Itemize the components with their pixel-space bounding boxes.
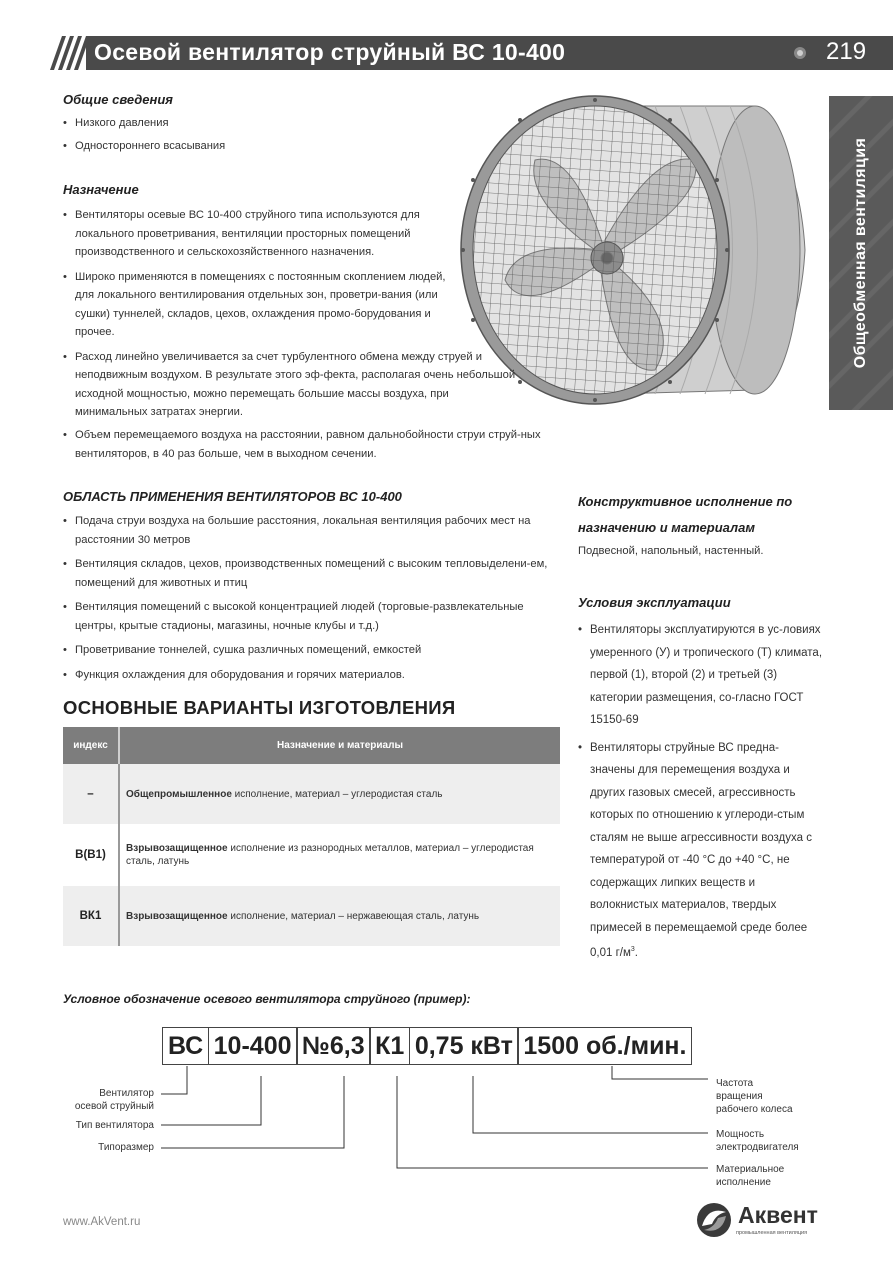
- label-power: [716, 1128, 836, 1154]
- footer-website: www.AkVent.ru: [63, 1216, 141, 1228]
- company-logo: [694, 1200, 824, 1242]
- list-item: • Вентиляция помещений с высокой концентрацией людей (торговые-развлекательные центры, крытые стадионы, магазины, ночные клубы и т.д.): [63, 598, 553, 635]
- label-size: Типоразмер: [98, 1142, 154, 1153]
- list-item: • Функция охлаждения для оборудования и горячих материалов.: [63, 666, 553, 685]
- label-material: [716, 1163, 836, 1189]
- label-speed-line1: Частота: [716, 1078, 754, 1089]
- construction-heading-line1: Конструктивное исполнение по: [578, 494, 793, 509]
- construction-heading-line2: назначению и материалам: [578, 520, 755, 535]
- variants-heading: ОСНОВНЫЕ ВАРИАНТЫ ИЗГОТОВЛЕНИЯ: [63, 697, 456, 718]
- desc-bold: Общепромышленное: [126, 788, 232, 800]
- desc-rest: исполнение, материал – углеродистая сталь: [231, 788, 443, 800]
- label-power-line1: Мощность: [716, 1129, 765, 1140]
- label-speed: [716, 1077, 836, 1116]
- desc-rest: исполнение из разнородных металлов, материал – углеродистая сталь, латунь: [126, 843, 534, 867]
- label-material-line2: исполнение: [716, 1177, 771, 1188]
- logo-name: Аквент: [738, 1202, 818, 1228]
- list-item: • Проветривание тоннелей, сушка различных помещений, емкостей: [63, 641, 553, 660]
- table-cell-index: ВК1: [63, 886, 119, 946]
- label-fan: [40, 1087, 154, 1113]
- list-item: • Вентиляторы эксплуатируются в ус-ловиях умеренного (У) и тропического (Т) климата, первой (1), второй (2) и третьей (3) категории размещения, со-гласно ГОСТ 15150-69: [578, 619, 823, 732]
- label-speed-line2: вращения: [716, 1091, 763, 1102]
- list-item: • Расход линейно увеличивается за счет турбулентного обмена между струей и неподвижным воздухом. В результате этого эф-фекта, располагая очень небольшой исходной мощностью, можно перемещать большие массы воздуха, при минимальных затратах энергии.: [63, 348, 523, 422]
- logo-emblem-icon: [694, 1200, 734, 1240]
- conditions-item2-text: Вентиляторы струйные ВС предна-значены для перемещения воздуха и других газовых смесей, агрессивность которых по отношению к углероди-стым сталям не выше агрессивности воздуха с температурой от -40 °С до +40 °С, не содержащих липких веществ и волокнистых материалов, твердых примесей в перемещаемой среде более 0,01 г/м: [590, 741, 812, 959]
- general-heading: Общие сведения: [63, 92, 173, 107]
- designation-box-series: ВС: [162, 1027, 209, 1065]
- purpose-heading: Назначение: [63, 182, 139, 197]
- logo-tagline: промышленная вентиляция: [736, 1230, 808, 1236]
- designation-box-speed: 1500 об./мин.: [517, 1027, 692, 1065]
- list-item: • Низкого давления: [63, 114, 443, 133]
- desc-rest: исполнение, материал – нержавеющая сталь, латунь: [227, 910, 480, 922]
- list-item: • Широко применяются в помещениях с постоянным скоплением людей, для локального вентилирования отдельных зон, проветри-вания (или сушки) туннелей, складов, цехов, охлаждения промо-борудования и прочее.: [63, 268, 453, 342]
- list-item: • Вентиляция складов, цехов, производственных помещений с высоким тепловыделени-ем, помещений для животных и птиц: [63, 555, 553, 592]
- designation-heading: Условное обозначение осевого вентилятора струйного (пример):: [63, 992, 471, 1006]
- designation-box-material: К1: [369, 1027, 410, 1065]
- designation-box-power: 0,75 кВт: [409, 1027, 519, 1065]
- side-tab-label: Общеобменная вентиляция: [852, 137, 869, 369]
- list-item: • Одностороннего всасывания: [63, 137, 443, 156]
- label-type: Тип вентилятора: [75, 1120, 154, 1131]
- table-cell-index: В(В1): [63, 824, 119, 886]
- page-title: Осевой вентилятор струйный ВС 10-400: [94, 39, 566, 65]
- column-header-description: Назначение и материалы: [119, 727, 560, 764]
- construction-text: Подвесной, напольный, настенный.: [578, 545, 764, 557]
- application-heading: ОБЛАСТЬ ПРИМЕНЕНИЯ ВЕНТИЛЯТОРОВ ВС 10-400: [63, 489, 402, 504]
- label-fan-line2: осевой струйный: [74, 1101, 154, 1112]
- desc-bold: Взрывозащищенное: [126, 910, 228, 922]
- list-item: • Вентиляторы осевые ВС 10-400 струйного типа используются для локального проветривания, вентиляции просторных помещений производственного и сельскохозяйственного назначения.: [63, 206, 453, 262]
- list-item: • Объем перемещаемого воздуха на расстоянии, равном дальнобойности струи струй-ных вентиляторов, в 40 раз больше, чем в выходном сечении.: [63, 426, 555, 463]
- page-number: 219: [826, 38, 867, 65]
- conditions-heading: Условия эксплуатации: [578, 595, 731, 610]
- label-speed-line3: рабочего колеса: [716, 1104, 793, 1115]
- list-item: • Подача струи воздуха на большие расстояния, локальная вентиляция рабочих мест на расстоянии 30 метров: [63, 512, 553, 549]
- label-power-line2: электродвигателя: [716, 1142, 799, 1153]
- designation-box-size: №6,3: [296, 1027, 371, 1065]
- column-header-index: индекс: [63, 727, 119, 764]
- desc-bold: Взрывозащищенное: [126, 843, 228, 854]
- designation-box-type: 10-400: [208, 1027, 298, 1065]
- conditions-item2-end: .: [634, 946, 638, 959]
- label-material-line1: Материальное: [716, 1164, 785, 1175]
- label-fan-line1: Вентилятор: [99, 1088, 154, 1099]
- superscript: 3: [630, 946, 635, 953]
- table-cell-index: –: [63, 764, 119, 824]
